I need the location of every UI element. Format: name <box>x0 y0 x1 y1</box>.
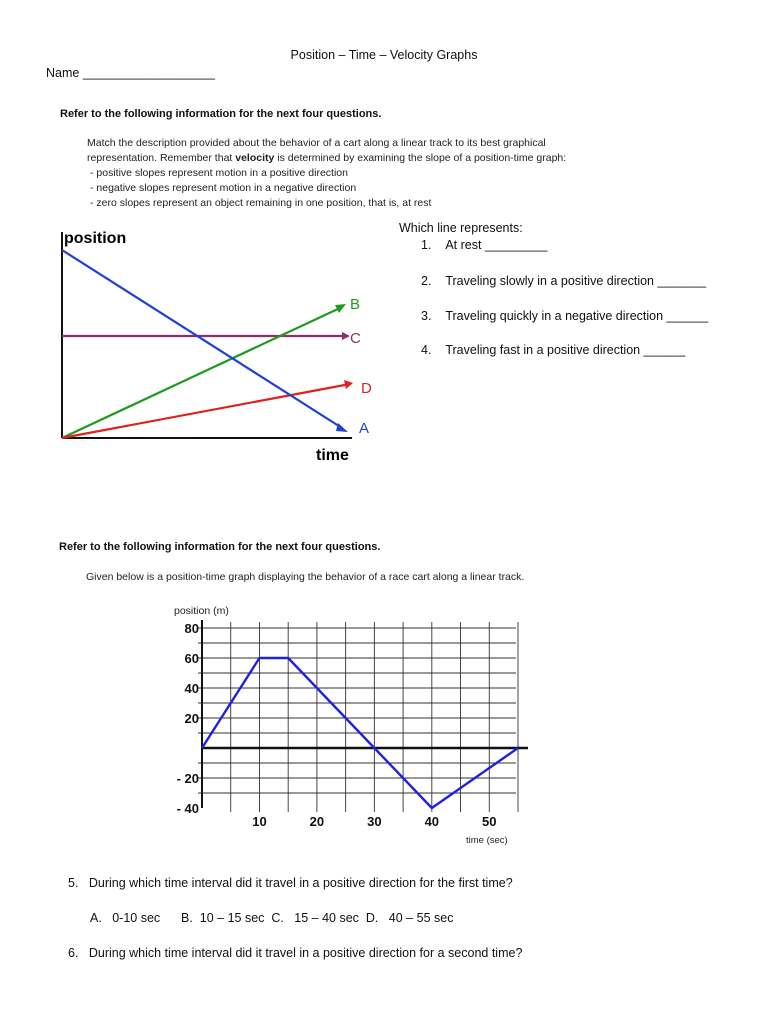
option-a[interactable]: A. 0-10 sec <box>90 911 161 925</box>
line-a <box>62 250 342 428</box>
y-tick-label: - 20 <box>176 771 199 786</box>
name-field-label: Name ___________________ <box>46 66 215 80</box>
abcd-graph <box>50 222 380 472</box>
chart-grid <box>198 622 518 812</box>
y-tick-label: 40 <box>184 681 199 696</box>
line-c-arrow <box>342 332 350 340</box>
intro-line-2: representation. Remember that velocity is determined by examining the slope of a position-time graph: <box>87 152 567 164</box>
line-b-label: B <box>350 296 361 313</box>
question-1: 1. At rest _________ <box>421 238 548 252</box>
bullet-1: - positive slopes represent motion in a positive direction <box>90 167 348 179</box>
question-2: 2. Traveling slowly in a positive direction _______ <box>421 274 707 288</box>
question-3: 3. Traveling quickly in a negative direction ______ <box>421 309 709 323</box>
section1-heading: Refer to the following information for the next four questions. <box>60 108 382 120</box>
section2-heading: Refer to the following information for the next four questions. <box>59 541 381 553</box>
line-a-label: A <box>359 420 370 437</box>
abcd-ylabel: position <box>64 230 127 247</box>
line-d-arrow <box>344 380 353 389</box>
y-tick-label: 20 <box>184 711 199 726</box>
which-line-title: Which line represents: <box>399 221 523 235</box>
x-tick-label: 30 <box>367 814 382 829</box>
line-b <box>62 308 340 438</box>
line-a-arrow <box>336 423 348 432</box>
question-6: 6. During which time interval did it travel in a positive direction for a second time? <box>68 946 523 960</box>
option-d[interactable]: D. 40 – 55 sec <box>365 911 454 925</box>
chart-xlabel: time (sec) <box>466 835 508 846</box>
y-tick-label: - 40 <box>176 801 199 816</box>
position-time-chart <box>160 600 540 850</box>
intro-line-1: Match the description provided about the behavior of a cart along a linear track to its best graphical <box>87 137 546 149</box>
bullet-2: - negative slopes represent motion in a negative direction <box>90 182 357 194</box>
line-d <box>62 384 350 438</box>
option-c[interactable]: C. 15 – 40 sec <box>271 911 359 925</box>
y-tick-label: 60 <box>184 651 199 666</box>
x-tick-label: 20 <box>309 814 325 829</box>
question-5-options <box>90 911 453 925</box>
x-tick-label: 50 <box>482 814 497 829</box>
section1-intro <box>87 136 687 211</box>
y-tick-label: 80 <box>184 621 199 636</box>
abcd-xlabel: time <box>316 447 349 464</box>
page-title: Position – Time – Velocity Graphs <box>290 48 478 62</box>
question-5: 5. During which time interval did it travel in a positive direction for the first time? <box>68 876 513 890</box>
option-b[interactable]: B. 10 – 15 sec <box>181 911 265 925</box>
chart-ylabel: position (m) <box>174 605 229 617</box>
section2-intro: Given below is a position-time graph displaying the behavior of a race cart along a linear track. <box>86 571 525 583</box>
x-tick-label: 40 <box>424 814 440 829</box>
bullet-3: - zero slopes represent an object remaining in one position, that is, at rest <box>90 197 432 209</box>
line-c-label: C <box>350 330 361 347</box>
line-d-label: D <box>361 380 372 397</box>
chart-axes <box>202 620 528 808</box>
velocity-term: velocity <box>235 152 275 164</box>
question-4: 4. Traveling fast in a positive direction ______ <box>421 343 686 357</box>
x-tick-label: 10 <box>252 814 267 829</box>
